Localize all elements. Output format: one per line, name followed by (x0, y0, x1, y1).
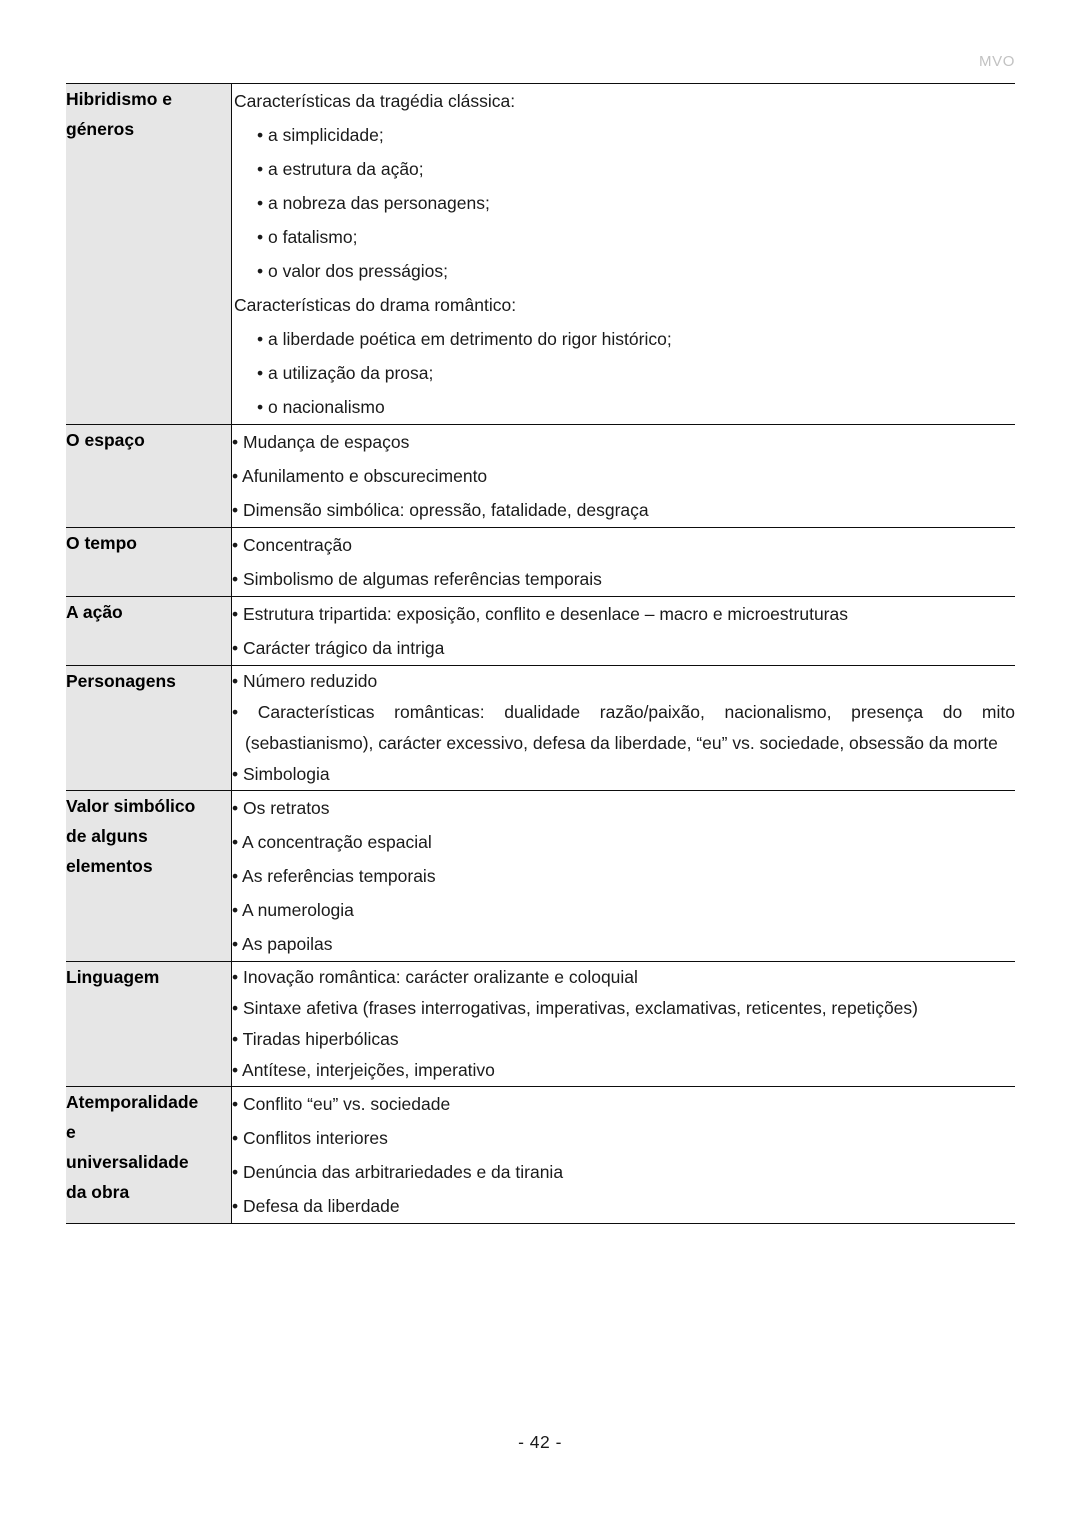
running-head-text: MVO (979, 53, 1015, 70)
content-bullet: • Conflitos interiores (232, 1128, 388, 1148)
row-label-cell (66, 962, 232, 1087)
table-row (66, 791, 1015, 962)
row-content-cell (232, 666, 1016, 791)
content-intro-line: Características da tragédia clássica: (234, 91, 516, 111)
content-bullet: • Afunilamento e obscurecimento (232, 466, 488, 486)
row-label-line: elementos (66, 856, 153, 876)
content-bullet: • As referências temporais (232, 866, 436, 886)
content-bullet: • Tiradas hiperbólicas (232, 1029, 399, 1049)
row-label-cell (66, 1087, 232, 1224)
row-content-cell (232, 528, 1016, 597)
content-bullet: • Características românticas: dualidade razão/paixão, nacionalismo, presença do mito (sebastianismo), carácter excessivo, defesa da liberdade, “eu” vs. sociedade, obsessão da morte (232, 702, 1015, 753)
content-bullet: • Dimensão simbólica: opressão, fatalidade, desgraça (232, 500, 649, 520)
content-bullet: • a simplicidade; (257, 125, 384, 145)
row-content-cell (232, 962, 1016, 1087)
row-label-cell (66, 666, 232, 791)
table-row (66, 962, 1015, 1087)
table-row (66, 425, 1015, 528)
content-bullet: • Simbologia (232, 764, 330, 784)
content-bullet: • Número reduzido (232, 671, 378, 691)
row-label-cell (66, 84, 232, 425)
content-bullet: • Antítese, interjeições, imperativo (232, 1060, 495, 1080)
page-running-header (66, 52, 1015, 72)
row-label-cell (66, 791, 232, 962)
row-label-line: Personagens (66, 671, 176, 691)
row-label-line: O tempo (66, 533, 137, 553)
row-content-cell (232, 425, 1016, 528)
row-label-cell (66, 425, 232, 528)
content-table-body (66, 84, 1015, 1225)
page-number: - 42 - (518, 1432, 562, 1452)
table-row (66, 528, 1015, 597)
content-bullet: • a estrutura da ação; (257, 159, 424, 179)
content-bullet: • Simbolismo de algumas referências temporais (232, 569, 602, 589)
content-bullet: • A concentração espacial (232, 832, 432, 852)
content-table (66, 83, 1015, 1224)
content-bullet: • Conflito “eu” vs. sociedade (232, 1094, 451, 1114)
table-row (66, 666, 1015, 791)
content-bullet: • Os retratos (232, 798, 330, 818)
content-bullet: • Carácter trágico da intriga (232, 638, 445, 658)
content-bullet: • As papoilas (232, 934, 333, 954)
row-label-line: Hibridismo e (66, 89, 172, 109)
row-label-cell (66, 597, 232, 666)
content-bullet: • o valor dos presságios; (257, 261, 448, 281)
table-row (66, 84, 1015, 425)
row-content-cell (232, 791, 1016, 962)
row-label-line: Linguagem (66, 967, 160, 987)
content-bullet: • o nacionalismo (257, 397, 385, 417)
row-label-line: universalidade (66, 1152, 189, 1172)
content-bullet: • Inovação romântica: carácter oralizante e coloquial (232, 967, 638, 987)
content-bullet: • Defesa da liberdade (232, 1196, 400, 1216)
content-bullet: • Sintaxe afetiva (frases interrogativas, imperativas, exclamativas, reticentes, repetições) (232, 998, 918, 1018)
table-row (66, 1087, 1015, 1224)
content-bullet: • Concentração (232, 535, 352, 555)
content-intro-line: Características do drama romântico: (234, 295, 517, 315)
content-bullet: • Estrutura tripartida: exposição, conflito e desenlace – macro e microestruturas (232, 604, 848, 624)
table-bottom-rule-right (232, 1224, 1016, 1225)
content-bullet: • o fatalismo; (257, 227, 358, 247)
content-bullet: • Mudança de espaços (232, 432, 410, 452)
content-bullet: • a utilização da prosa; (257, 363, 434, 383)
table-bottom-rule-left (66, 1224, 232, 1225)
content-bullet: • a liberdade poética em detrimento do rigor histórico; (257, 329, 672, 349)
row-content-cell (232, 1087, 1016, 1224)
row-label-cell (66, 528, 232, 597)
row-label-line: da obra (66, 1182, 130, 1202)
row-label-line: géneros (66, 119, 135, 139)
table-row (66, 597, 1015, 666)
row-content-cell (232, 84, 1016, 425)
table-bottom-rule (66, 1224, 1015, 1225)
content-bullet: • A numerologia (232, 900, 354, 920)
row-label-line: Valor simbólico (66, 796, 196, 816)
content-bullet: • a nobreza das personagens; (257, 193, 490, 213)
page-footer (0, 1432, 1080, 1453)
row-content-cell (232, 597, 1016, 666)
row-label-line: Atemporalidade (66, 1092, 199, 1112)
row-label-line: O espaço (66, 430, 145, 450)
content-bullet: • Denúncia das arbitrariedades e da tirania (232, 1162, 564, 1182)
row-label-line: de alguns (66, 826, 148, 846)
row-label-line: e (66, 1122, 76, 1142)
row-label-line: A ação (66, 602, 123, 622)
